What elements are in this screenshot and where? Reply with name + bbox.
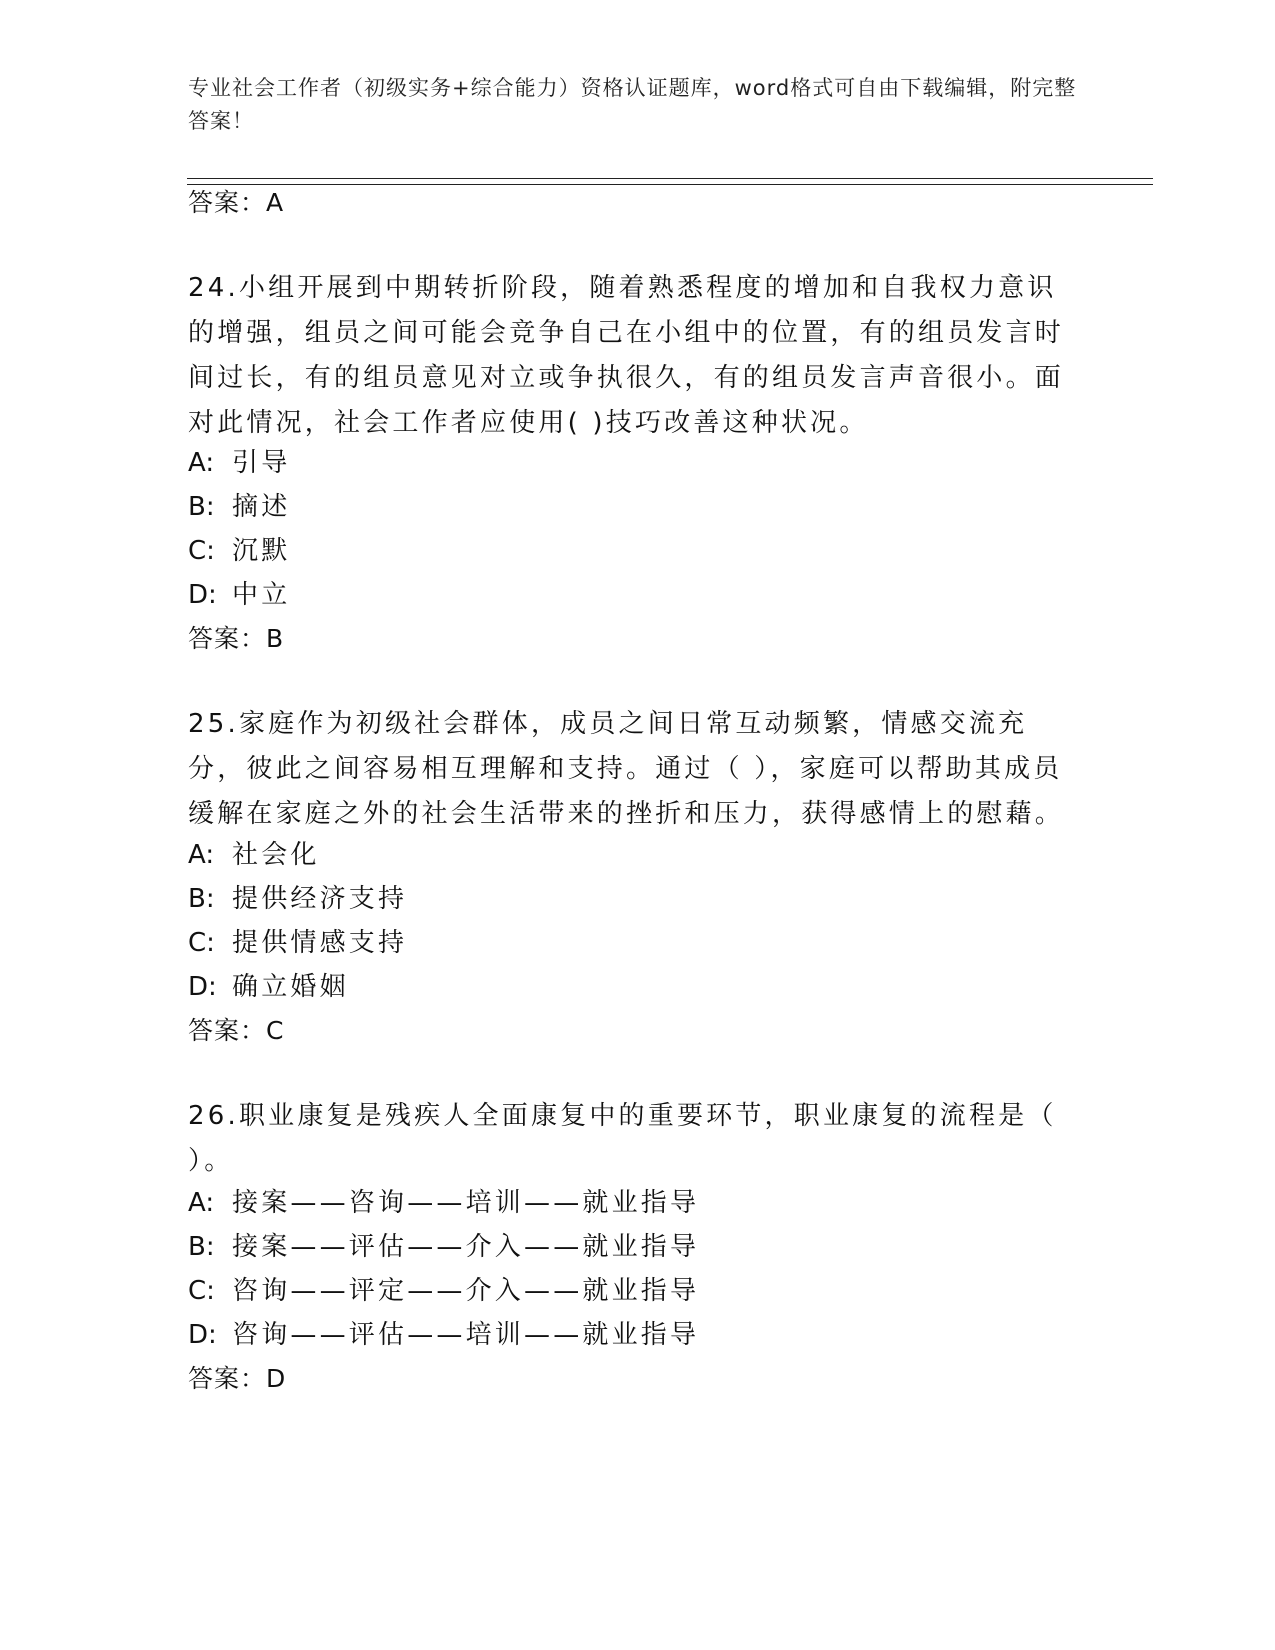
option-text: 摘述: [232, 492, 291, 522]
option-text: 中立: [232, 580, 291, 610]
option-key: A:: [188, 840, 215, 870]
option-key: D:: [188, 580, 217, 610]
question-24-answer: 答案：B: [188, 624, 285, 653]
option-text: 沉默: [232, 536, 291, 566]
option-key: C:: [188, 536, 215, 566]
question-24-option-c: [188, 536, 290, 566]
option-key: A:: [188, 448, 215, 478]
question-24-option-a: [188, 448, 290, 478]
option-key: B:: [188, 1232, 215, 1262]
option-key: D:: [188, 972, 217, 1002]
question-24-option-b: [188, 492, 290, 522]
option-key: C:: [188, 1276, 215, 1306]
option-text: 接案——咨询——培训——就业指导: [232, 1188, 700, 1218]
option-text: 提供情感支持: [232, 928, 408, 958]
question-26-option-c: [188, 1276, 699, 1306]
question-26-stem: 26.职业康复是残疾人全面康复中的重要环节，职业康复的流程是（ ）。: [188, 1101, 1057, 1176]
option-text: 提供经济支持: [232, 884, 408, 914]
header-divider: [187, 178, 1153, 185]
option-key: B:: [188, 884, 215, 914]
option-key: D:: [188, 1320, 217, 1350]
question-24-stem: 24.小组开展到中期转折阶段，随着熟悉程度的增加和自我权力意识的增强，组员之间可能会竞争自己在小组中的位置，有的组员发言时间过长，有的组员意见对立或争执很久，有的组员发言声音很小。面对此情况，社会工作者应使用( )技巧改善这种状况。: [188, 273, 1065, 438]
question-25-answer: 答案：C: [188, 1016, 285, 1045]
option-key: A:: [188, 1188, 215, 1218]
option-text: 咨询——评估——培训——就业指导: [232, 1320, 700, 1350]
option-key: C:: [188, 928, 215, 958]
question-26-option-a: [188, 1188, 699, 1218]
question-25-option-c: [188, 928, 407, 958]
question-25-stem: 25.家庭作为初级社会群体，成员之间日常互动频繁，情感交流充分，彼此之间容易相互理解和支持。通过（ ），家庭可以帮助其成员缓解在家庭之外的社会生活带来的挫折和压力，获得感情上的慰藉。: [188, 709, 1065, 829]
prev-answer: 答案：A: [188, 188, 285, 217]
question-25-option-d: [188, 972, 349, 1002]
question-26-option-d: [188, 1320, 699, 1350]
option-key: B:: [188, 492, 215, 522]
question-26-option-b: [188, 1232, 699, 1262]
question-25-option-b: [188, 884, 407, 914]
option-text: 确立婚姻: [232, 972, 349, 1002]
option-text: 社会化: [232, 840, 320, 870]
option-text: 咨询——评定——介入——就业指导: [232, 1276, 700, 1306]
page-header: 专业社会工作者（初级实务+综合能力）资格认证题库，word格式可自由下载编辑，附完整答案！: [188, 76, 1077, 133]
question-24-option-d: [188, 580, 290, 610]
option-text: 引导: [232, 448, 291, 478]
option-text: 接案——评估——介入——就业指导: [232, 1232, 700, 1262]
question-25-option-a: [188, 840, 320, 870]
question-26-answer: 答案：D: [188, 1364, 287, 1393]
